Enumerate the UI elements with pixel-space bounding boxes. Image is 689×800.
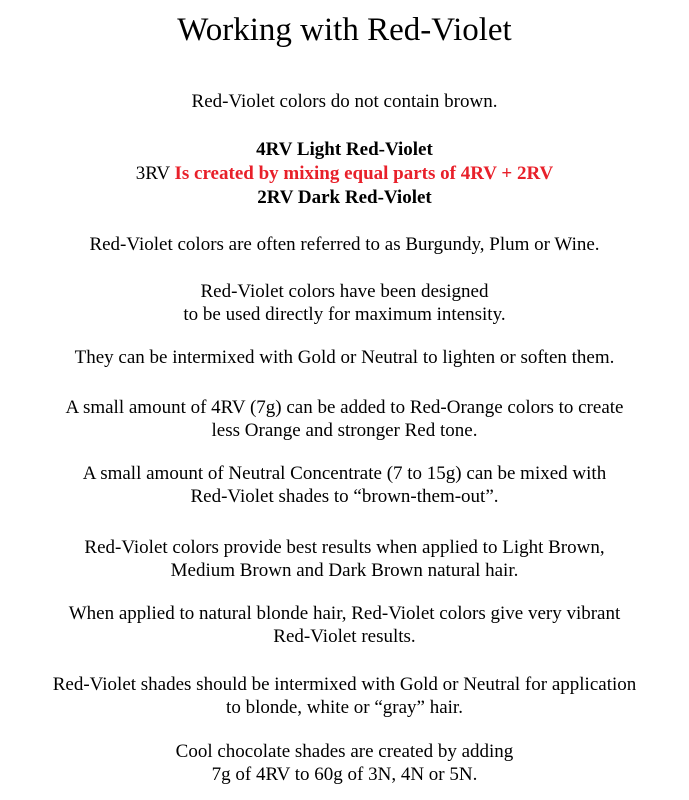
dark-red-violet-label: 2RV Dark Red-Violet [257, 187, 432, 208]
neutral-text-line-1: A small amount of Neutral Concentrate (7 to 15g) can be mixed with [82, 463, 607, 484]
blonde-text-line-2: Red-Violet results. [273, 626, 416, 647]
small-4rv-text-line-1: A small amount of 4RV (7g) can be added to Red-Orange colors to create [65, 397, 624, 418]
gray-text-line-1: Red-Violet shades should be intermixed with Gold or Neutral for application [52, 674, 637, 695]
best-results-text-line-2: Medium Brown and Dark Brown natural hair. [170, 560, 519, 581]
neutral-text-line-2: Red-Violet shades to “brown-them-out”. [190, 486, 499, 507]
light-red-violet-label: 4RV Light Red-Violet [256, 139, 433, 160]
mid-red-violet-description: Is created by mixing equal parts of 4RV + 2RV [174, 163, 554, 184]
designed-text-line-2: to be used directly for maximum intensity. [183, 304, 506, 325]
referred-text: Red-Violet colors are often referred to as Burgundy, Plum or Wine. [89, 234, 600, 255]
small-4rv-text-line-2: less Orange and stronger Red tone. [211, 420, 478, 441]
intermixed-text: They can be intermixed with Gold or Neutral to lighten or soften them. [74, 347, 615, 368]
gray-text-line-2: to blonde, white or “gray” hair. [226, 697, 463, 718]
best-results-text-line-1: Red-Violet colors provide best results when applied to Light Brown, [84, 537, 605, 558]
blonde-text-line-1: When applied to natural blonde hair, Red-Violet colors give very vibrant [68, 603, 621, 624]
cool-chocolate-text-line-2: 7g of 4RV to 60g of 3N, 4N or 5N. [211, 764, 478, 785]
no-brown-text: Red-Violet colors do not contain brown. [191, 91, 498, 112]
mid-red-violet-line [0, 162, 689, 186]
cool-chocolate-text-line-1: Cool chocolate shades are created by adding [175, 741, 514, 762]
mid-red-violet-code: 3RV [135, 163, 170, 184]
designed-text-line-1: Red-Violet colors have been designed [200, 281, 489, 302]
page-title: Working with Red-Violet [177, 12, 512, 48]
